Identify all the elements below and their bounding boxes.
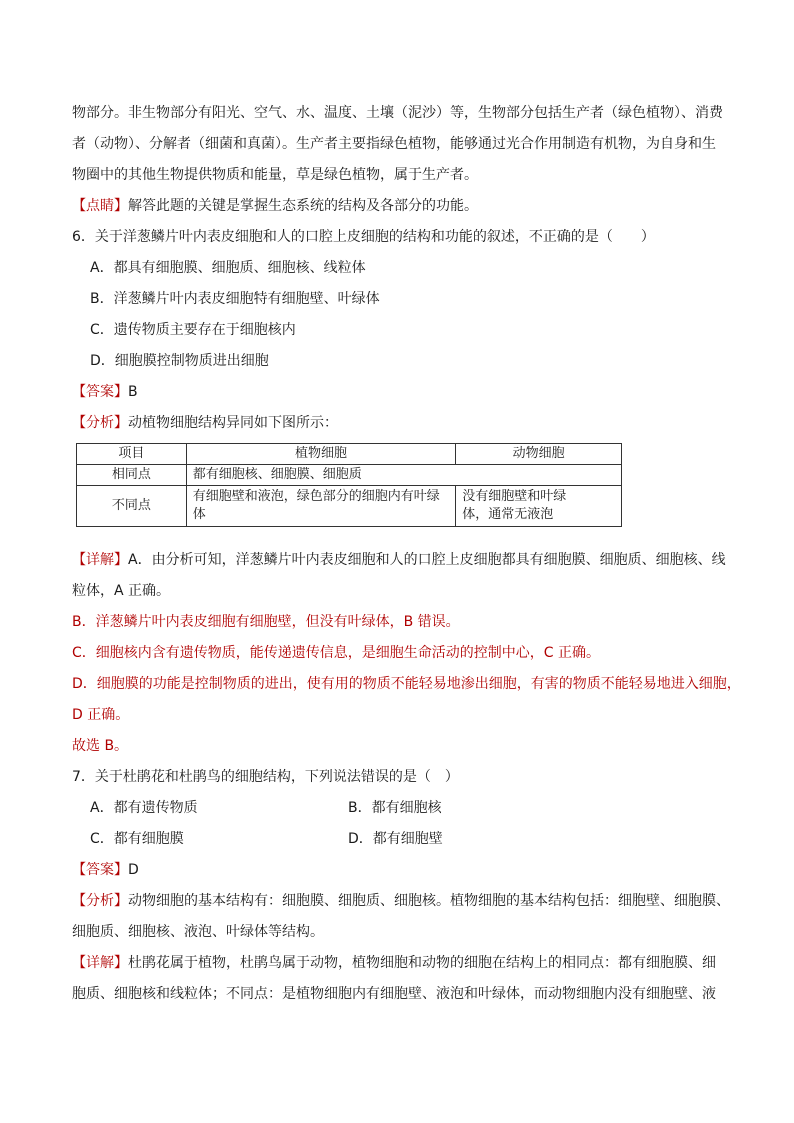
q6-analysis-text: 动植物细胞结构异同如下图所示： [128,415,338,431]
table-header-animal: 动物细胞 [456,444,622,465]
q6-option-d: D．细胞膜控制物质进出细胞 [90,353,269,369]
animal-diff-line-1: 没有细胞壁和叶绿 [462,489,567,504]
q6-detail-b: B．洋葱鳞片叶内表皮细胞有细胞壁，但没有叶绿体，B 错误。 [72,614,460,630]
q6-conclusion: 故选 B。 [72,738,129,754]
q6-detail-a-line-2: 粒体，A 正确。 [72,583,171,599]
intro-line-2: 者（动物）、分解者（细菌和真菌）。生产者主要指绿色植物，能够通过光合作用制造有机物，为自身和生 [72,136,716,152]
table-header-row [77,444,622,465]
intro-line-1: 物部分。非生物部分有阳光、空气、水、温度、土壤（泥沙）等，生物部分包括生产者（绿色植物）、消费 [72,105,723,121]
plant-diff-line-1: 有细胞壁和液泡，绿色部分的细胞内有叶绿 [192,489,440,504]
q6-answer [72,382,732,402]
table-row [77,465,622,486]
q7-option-c: C．都有细胞膜 [90,831,184,847]
q6-stem: 6．关于洋葱鳞片叶内表皮细胞和人的口腔上皮细胞的结构和功能的叙述，不正确的是（ ） [72,229,655,245]
q6-detail-c: C．细胞核内含有遗传物质，能传递遗传信息，是细胞生命活动的控制中心，C 正确。 [72,645,600,661]
q7-analysis-line-2: 细胞质、细胞核、液泡、叶绿体等结构。 [72,924,324,940]
q7-option-d: D．都有细胞壁 [348,831,443,847]
q6-answer-tag: 【答案】 [72,384,128,400]
q7-answer-tag: 【答案】 [72,862,128,878]
q7-analysis-text: 动物细胞的基本结构有：细胞膜、细胞质、细胞核。植物细胞的基本结构包括：细胞壁、细胞膜、 [128,893,730,909]
table-row-label-same: 相同点 [77,465,187,486]
dianjing-text: 解答此题的关键是掌握生态系统的结构及各部分的功能。 [128,198,478,214]
q7-analysis-tag: 【分析】 [72,893,128,909]
table-cell-same: 都有细胞核、细胞膜、细胞质 [186,465,621,486]
dianjing-paragraph [72,196,732,216]
q6-detail-d-line-1: D．细胞膜的功能是控制物质的进出，使有用的物质不能轻易地渗出细胞，有害的物质不能轻易地进入细胞， [72,676,741,692]
q7-detail-tag: 【详解】 [72,955,128,971]
q7-stem: 7．关于杜鹃花和杜鹃鸟的细胞结构，下列说法错误的是（ ） [72,769,459,785]
intro-line-3: 物圈中的其他生物提供物质和能量，草是绿色植物，属于生产者。 [72,167,478,183]
q7-answer-value: D [128,862,139,878]
q6-option-c: C．遗传物质主要存在于细胞核内 [90,322,296,338]
dianjing-tag: 【点睛】 [72,198,128,214]
q6-analysis [72,413,732,433]
q7-option-a: A．都有遗传物质 [90,800,198,816]
table-row-label-diff: 不同点 [77,486,187,527]
table-cell-animal-diff [456,486,622,527]
q6-answer-value: B [128,384,138,400]
q6-detail-tag: 【详解】 [72,552,128,568]
animal-diff-line-2: 体，通常无液泡 [462,507,554,522]
table-row [77,486,622,527]
cell-comparison-table [76,443,622,527]
q7-option-b: B．都有细胞核 [348,800,442,816]
q6-detail-d-line-2: D 正确。 [72,707,130,723]
table-header-plant: 植物细胞 [186,444,455,465]
q7-answer [72,860,732,880]
q7-detail-text: 杜鹃花属于植物，杜鹃鸟属于动物，植物细胞和动物的细胞在结构上的相同点：都有细胞膜、细 [128,955,716,971]
table-cell-plant-diff [186,486,455,527]
plant-diff-line-2: 体 [192,507,206,522]
q6-analysis-tag: 【分析】 [72,415,128,431]
q7-analysis-line-1 [72,891,732,911]
q7-detail-line-1 [72,953,732,973]
table-header-item: 项目 [77,444,187,465]
q6-option-a: A．都具有细胞膜、细胞质、细胞核、线粒体 [90,260,366,276]
q6-detail-a-line-1 [72,550,732,570]
q6-option-b: B．洋葱鳞片叶内表皮细胞特有细胞壁、叶绿体 [90,291,380,307]
q7-detail-line-2: 胞质、细胞核和线粒体；不同点：是植物细胞内有细胞壁、液泡和叶绿体，而动物细胞内没有细胞壁、液 [72,986,716,1002]
q6-detail-a-text: A．由分析可知，洋葱鳞片叶内表皮细胞和人的口腔上皮细胞都具有细胞膜、细胞质、细胞核、线 [128,552,726,568]
